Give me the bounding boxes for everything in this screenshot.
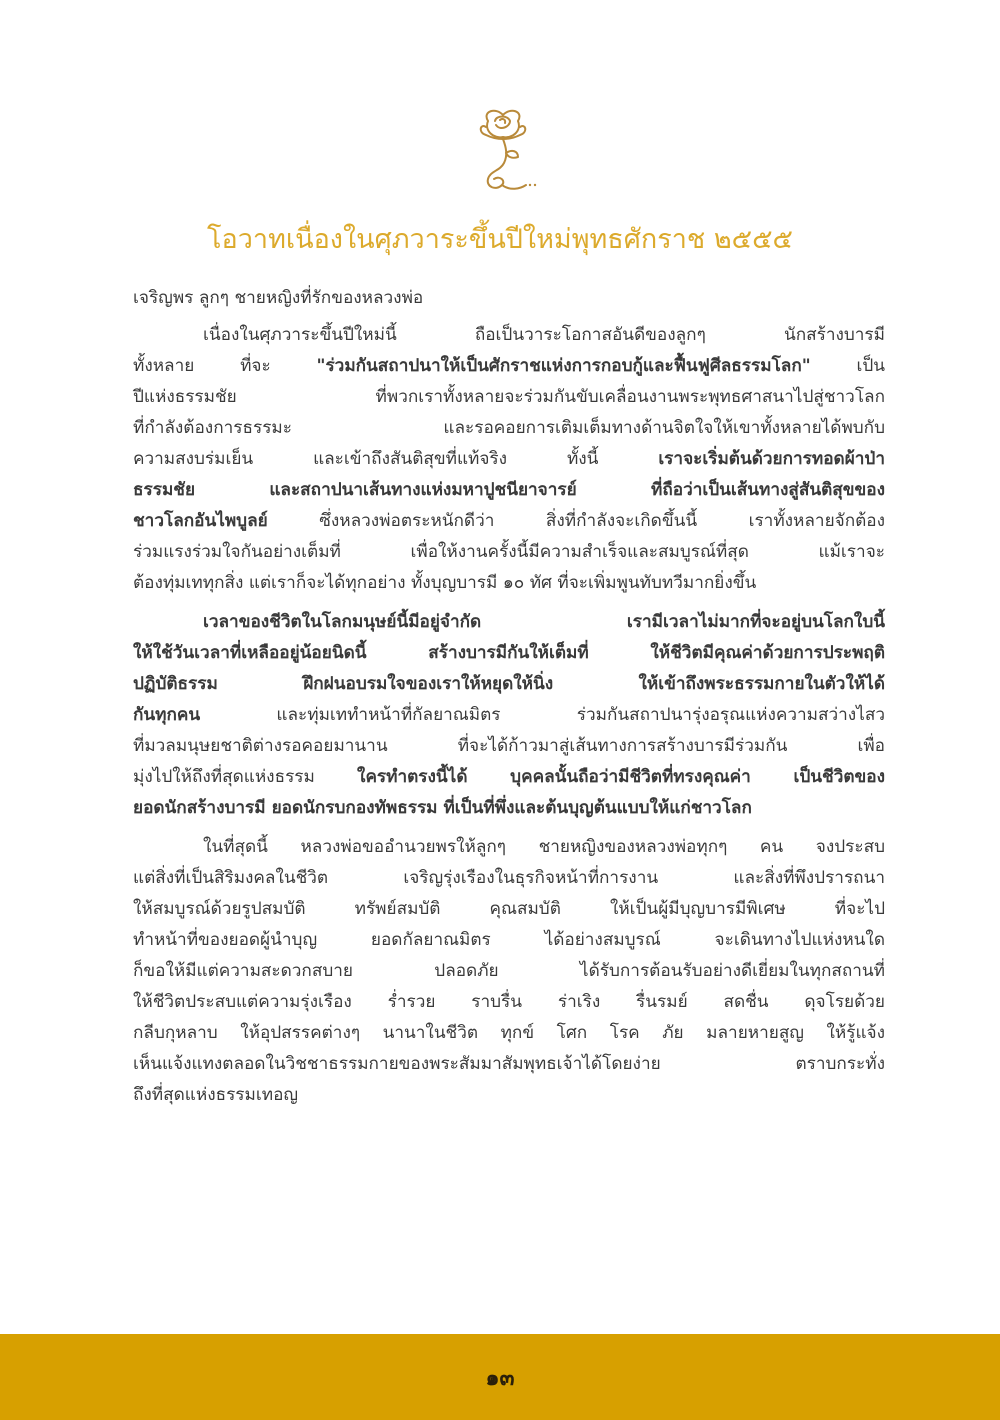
bold-text-run: ใครทำตรงนี้ได้ บุคคลนั้นถือว่ามีชีวิตที่ทรงคุณค่า เป็นชีวิตของ — [357, 767, 886, 787]
paragraph-3 — [133, 832, 885, 1111]
bold-text-run: เราจะเริ่มต้นด้วยการทอดผ้าป่า — [658, 449, 885, 469]
paragraph-line: เห็นแจ้งแทงตลอดในวิชชาธรรมกายของพระสัมมาสัมพุทธเจ้าได้โดยง่าย ตราบกระทั่ง — [133, 1054, 885, 1074]
text-run: มุ่งไปให้ถึงที่สุดแห่งธรรม — [133, 767, 358, 787]
letter-body — [133, 283, 885, 1119]
text-run: ซึ่งหลวงพ่อตระหนักดีว่า สิ่งที่กำลังจะเกิดขึ้นนี้ เราทั้งหลายจักต้อง — [267, 511, 885, 531]
paragraph-line: ถึงที่สุดแห่งธรรมเทอญ — [133, 1085, 299, 1105]
footer-bar — [0, 1334, 1000, 1420]
paragraph-line: ที่กำลังต้องการธรรมะ และรอคอยการเติมเต็มทางด้านจิตใจให้เขาทั้งหลายได้พบกับ — [133, 418, 885, 438]
golden-rose-lotus-emblem-icon — [462, 105, 544, 195]
paragraph-line: กลีบกุหลาบ ให้อุปสรรคต่างๆ นานาในชีวิต ทุกข์ โศก โรค ภัย มลายหายสูญ ให้รู้แจ้ง — [133, 1023, 885, 1043]
paragraph-line: ต้องทุ่มเททุกสิ่ง แต่เราก็จะได้ทุกอย่าง ทั้งบุญบารมี ๑๐ ทัศ ที่จะเพิ่มพูนทับทวีมากยิ่งขึ้น — [133, 573, 757, 593]
paragraph-line: ให้ใช้วันเวลาที่เหลืออยู่น้อยนิดนี้ สร้างบารมีกันให้เต็มที่ ให้ชีวิตมีคุณค่าด้วยการประพฤติ — [133, 643, 885, 663]
paragraph-line: เวลาของชีวิตในโลกมนุษย์นี้มีอยู่จำกัด เรามีเวลาไม่มากที่จะอยู่บนโลกใบนี้ — [203, 612, 885, 632]
paragraph-line — [133, 700, 885, 731]
paragraph-line: ยอดนักสร้างบารมี ยอดนักรบกองทัพธรรม ที่เป็นที่พึ่งและต้นบุญต้นแบบให้แก่ชาวโลก — [133, 798, 752, 818]
bold-text-run: ชาวโลกอันไพบูลย์ — [133, 511, 268, 531]
paragraph-1 — [133, 320, 885, 599]
paragraph-line — [133, 444, 885, 475]
paragraph-line: ปฏิบัติธรรม ฝึกฝนอบรมใจของเราให้หยุดให้นิ่ง ให้เข้าถึงพระธรรมกายในตัวให้ได้ — [133, 674, 885, 694]
page-number: ๑๓ — [485, 1366, 515, 1391]
paragraph-line: ให้สมบูรณ์ด้วยรูปสมบัติ ทรัพย์สมบัติ คุณสมบัติ ให้เป็นผู้มีบุญบารมีพิเศษ ที่จะไป — [133, 899, 885, 919]
paragraph-line: ให้ชีวิตประสบแต่ความรุ่งเรือง ร่ำรวย ราบรื่น ร่าเริง รื่นรมย์ สดชื่น ดุจโรยด้วย — [133, 992, 885, 1012]
text-run: และทุ่มเททำหน้าที่กัลยาณมิตร ร่วมกันสถาปนารุ่งอรุณแห่งความสว่างไสว — [200, 705, 885, 725]
paragraph-line: ทำหน้าที่ของยอดผู้นำบุญ ยอดกัลยาณมิตร ได้อย่างสมบูรณ์ จะเดินทางไปแห่งหนใด — [133, 930, 885, 950]
paragraph-2 — [133, 607, 885, 824]
paragraph-line: แต่สิ่งที่เป็นสิริมงคลในชีวิต เจริญรุ่งเรืองในธุรกิจหน้าที่การงาน และสิ่งที่พึงปรารถนา — [133, 868, 885, 888]
paragraph-line: ธรรมชัย และสถาปนาเส้นทางแห่งมหาปูชนียาจารย์ ที่ถือว่าเป็นเส้นทางสู่สันติสุขของ — [133, 480, 885, 500]
paragraph-line: ที่มวลมนุษยชาติต่างรอคอยมานาน ที่จะได้ก้าวมาสู่เส้นทางการสร้างบารมีร่วมกัน เพื่อ — [133, 736, 885, 756]
paragraph-line: ร่วมแรงร่วมใจกันอย่างเต็มที่ เพื่อให้งานครั้งนี้มีความสำเร็จและสมบูรณ์ที่สุด แม้เราจะ — [133, 542, 885, 562]
paragraph-line — [133, 351, 885, 382]
paragraph-line: เนื่องในศุภวาระขึ้นปีใหม่นี้ ถือเป็นวาระโอกาสอันดีของลูกๆ นักสร้างบารมี — [203, 325, 885, 345]
paragraph-line — [133, 506, 885, 537]
bold-text-run: กันทุกคน — [133, 705, 201, 725]
paragraph-line — [133, 762, 885, 793]
text-run: ทั้งหลาย ที่จะ — [133, 356, 317, 376]
bold-text-run: "ร่วมกันสถาปนาให้เป็นศักราชแห่งการกอบกู้และฟื้นฟูศีลธรรมโลก" — [316, 356, 811, 376]
paragraph-line: ก็ขอให้มีแต่ความสะดวกสบาย ปลอดภัย ได้รับการต้อนรับอย่างดีเยี่ยมในทุกสถานที่ — [133, 961, 885, 981]
text-run: เป็น — [810, 356, 886, 376]
salutation: เจริญพร ลูกๆ ชายหญิงที่รักของหลวงพ่อ — [133, 288, 424, 308]
page-title: โอวาทเนื่องในศุภวาระขึ้นปีใหม่พุทธศักราช ๒๕๕๕ — [207, 224, 793, 255]
paragraph-line: ในที่สุดนี้ หลวงพ่อขออำนวยพรให้ลูกๆ ชายหญิงของหลวงพ่อทุกๆ คน จงประสบ — [203, 837, 885, 857]
paragraph-line: ปีแห่งธรรมชัย ที่พวกเราทั้งหลายจะร่วมกันขับเคลื่อนงานพระพุทธศาสนาไปสู่ชาวโลก — [133, 387, 885, 407]
text-run: ความสงบร่มเย็น และเข้าถึงสันติสุขที่แท้จริง ทั้งนี้ — [133, 449, 659, 469]
